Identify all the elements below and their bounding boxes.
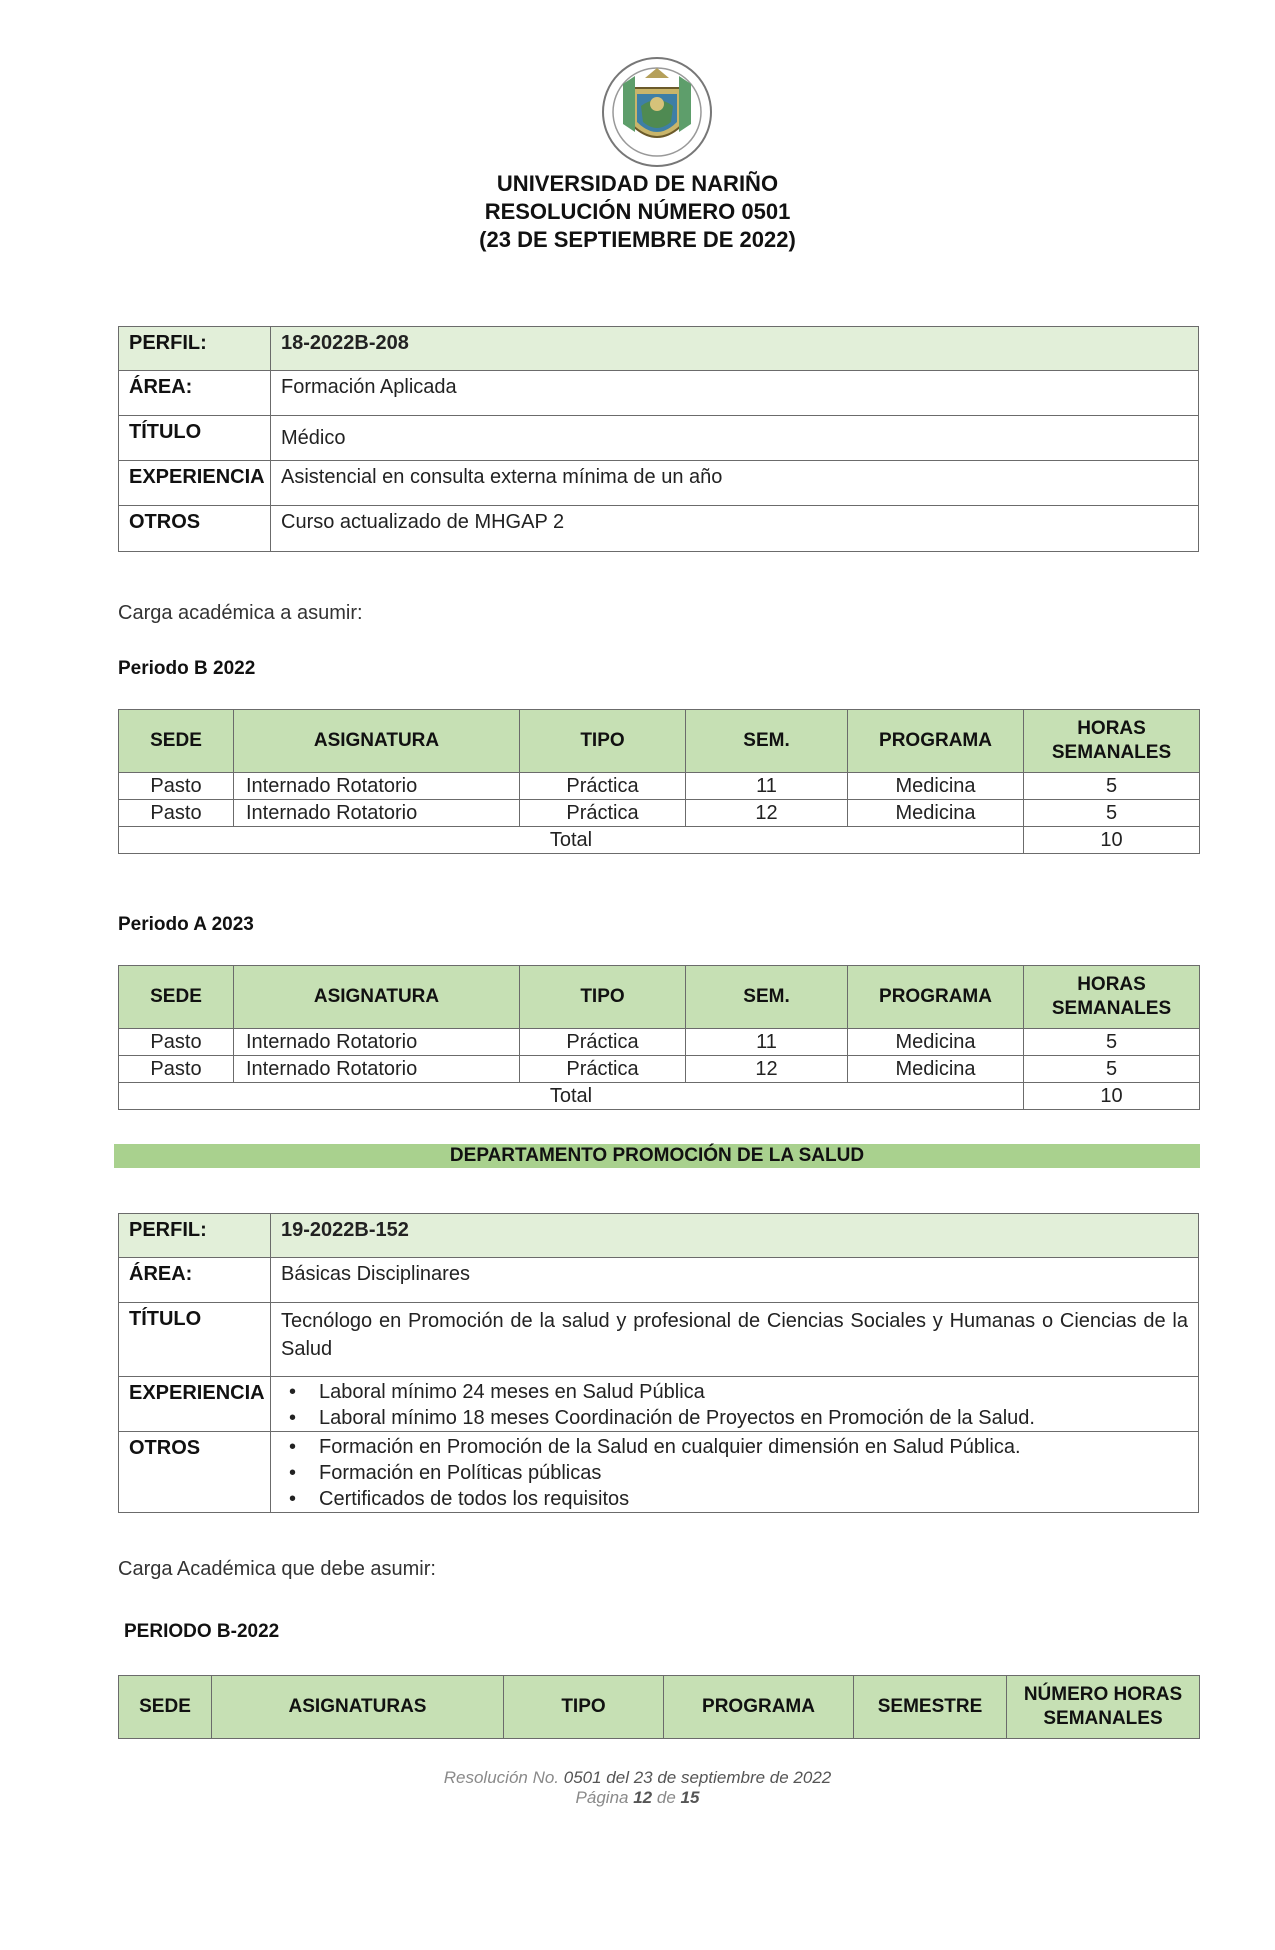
list-item: • Laboral mínimo 18 meses Coordinación de Proyectos en Promoción de la Salud. [281,1405,1188,1431]
area-value: Básicas Disciplinares [271,1258,1199,1303]
total-label: Total [119,827,1024,854]
list-item: • Formación en Políticas públicas [281,1460,1188,1486]
total-label: Total [119,1083,1024,1110]
resolution-date: (23 DE SEPTIEMBRE DE 2022) [479,227,796,252]
total-row [119,827,1200,854]
area-label: ÁREA: [119,1258,271,1303]
total-value: 10 [1024,1083,1200,1110]
col-asignaturas: ASIGNATURAS [212,1676,504,1739]
list-item: • Laboral mínimo 24 meses en Salud Pública [281,1379,1188,1405]
col-horas: HORAS SEMANALES [1024,966,1200,1029]
col-tipo: TIPO [504,1676,664,1739]
load-table-b-2022-2 [118,1675,1200,1739]
col-programa: PROGRAMA [664,1676,854,1739]
university-name: UNIVERSIDAD DE NARIÑO [496,171,779,196]
titulo-value: Médico [271,416,1199,461]
col-horas: HORAS SEMANALES [1024,710,1200,773]
carga-text-2: Carga Académica que debe asumir: [118,1558,436,1580]
table-row: Pasto Internado Rotatorio Práctica 12 Medicina 5 [119,1056,1200,1083]
load-table-b-2022 [118,709,1200,854]
col-sede: SEDE [119,1676,212,1739]
col-sede: SEDE [119,966,234,1029]
otros-list [281,1434,1188,1512]
titulo-value: Tecnólogo en Promoción de la salud y profesional de Ciencias Sociales y Humanas o Ciencias de la Salud [271,1303,1199,1377]
col-tipo: TIPO [520,966,686,1029]
carga-text-1: Carga académica a asumir: [118,602,363,624]
col-programa: PROGRAMA [848,966,1024,1029]
periodo-a-2023-title: Periodo A 2023 [118,914,254,935]
otros-value: Curso actualizado de MHGAP 2 [271,506,1199,552]
total-value: 10 [1024,827,1200,854]
area-value: Formación Aplicada [271,371,1199,416]
otros-label: OTROS [119,506,271,552]
col-asignatura: ASIGNATURA [234,710,520,773]
col-asignatura: ASIGNATURA [234,966,520,1029]
experiencia-value: Asistencial en consulta externa mínima de un año [271,461,1199,506]
periodo-b-2022-title: Periodo B 2022 [118,658,256,679]
footer-resolution: Resolución No. 0501 del 23 de septiembre de 2022 [443,1768,832,1787]
col-sede: SEDE [119,710,234,773]
perfil-label: PERFIL: [119,327,271,371]
profile-table-1 [118,326,1199,552]
col-tipo: TIPO [520,710,686,773]
page-footer [0,1768,1275,1808]
list-item: • Certificados de todos los requisitos [281,1486,1188,1512]
document-header [0,170,1275,254]
periodo-b-2022-title-2: PERIODO B-2022 [124,1621,280,1642]
col-numero-horas: NÚMERO HORAS SEMANALES [1007,1676,1200,1739]
university-seal [601,54,713,170]
resolution-number: RESOLUCIÓN NÚMERO 0501 [484,199,791,224]
experiencia-list [281,1379,1188,1431]
col-sem: SEM. [686,710,848,773]
perfil-label: PERFIL: [119,1214,271,1258]
titulo-label: TÍTULO [119,416,271,461]
table-row: Pasto Internado Rotatorio Práctica 11 Medicina 5 [119,773,1200,800]
footer-page: Página 12 de 15 [575,1788,700,1807]
area-label: ÁREA: [119,371,271,416]
perfil-value: 18-2022B-208 [271,327,1199,371]
otros-label: OTROS [119,1432,271,1513]
list-item: • Formación en Promoción de la Salud en cualquier dimensión en Salud Pública. [281,1434,1188,1460]
experiencia-label: EXPERIENCIA [119,1377,271,1432]
perfil-value: 19-2022B-152 [271,1214,1199,1258]
titulo-label: TÍTULO [119,1303,271,1377]
table-row: Pasto Internado Rotatorio Práctica 12 Medicina 5 [119,800,1200,827]
table-row: Pasto Internado Rotatorio Práctica 11 Medicina 5 [119,1029,1200,1056]
profile-table-2 [118,1213,1199,1513]
load-table-a-2023 [118,965,1200,1110]
department-banner: DEPARTAMENTO PROMOCIÓN DE LA SALUD [114,1144,1200,1168]
total-row [119,1083,1200,1110]
col-programa: PROGRAMA [848,710,1024,773]
experiencia-label: EXPERIENCIA [119,461,271,506]
col-sem: SEM. [686,966,848,1029]
col-semestre: SEMESTRE [854,1676,1007,1739]
